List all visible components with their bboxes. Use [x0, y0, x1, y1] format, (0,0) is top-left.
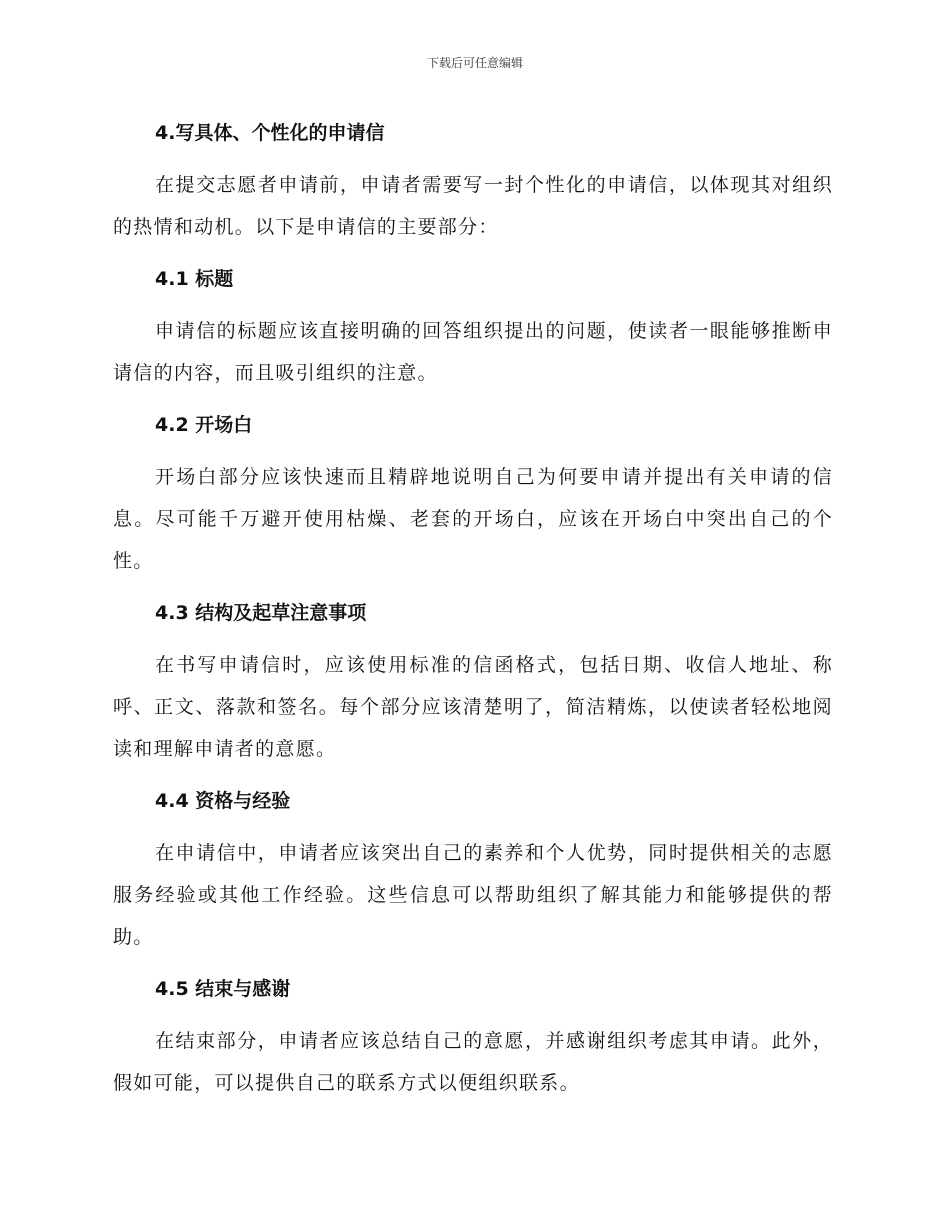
section-heading-4-2: 4.2 开场白	[155, 414, 253, 436]
document-body	[113, 112, 833, 1104]
section-heading-4: 4.写具体、个性化的申请信	[155, 122, 385, 144]
section-paragraph-4-2: 开场白部分应该快速而且精辟地说明自己为何要申请并提出有关申请的信息。尽可能千万避开使用枯燥、老套的开场白，应该在开场白中突出自己的个性。	[113, 466, 833, 572]
section-heading-4-1: 4.1 标题	[155, 268, 234, 290]
section-heading-4-5: 4.5 结束与感谢	[155, 978, 291, 1000]
section-paragraph-4-3: 在书写申请信时，应该使用标准的信函格式，包括日期、收信人地址、称呼、正文、落款和签名。每个部分应该清楚明了，简洁精炼，以使读者轻松地阅读和理解申请者的意愿。	[113, 654, 833, 760]
section-paragraph-4-1: 申请信的标题应该直接明确的回答组织提出的问题，使读者一眼能够推断申请信的内容，而且吸引组织的注意。	[113, 320, 833, 384]
section-heading-4-4: 4.4 资格与经验	[155, 790, 291, 812]
section-paragraph-4-5: 在结束部分，申请者应该总结自己的意愿，并感谢组织考虑其申请。此外，假如可能，可以提供自己的联系方式以便组织联系。	[113, 1030, 833, 1094]
section-paragraph-4: 在提交志愿者申请前，申请者需要写一封个性化的申请信，以体现其对组织的热情和动机。以下是申请信的主要部分：	[113, 174, 833, 238]
section-heading-4-3: 4.3 结构及起草注意事项	[155, 602, 367, 624]
page-header: 下载后可任意编辑	[426, 56, 523, 70]
section-paragraph-4-4: 在申请信中，申请者应该突出自己的素养和个人优势，同时提供相关的志愿服务经验或其他工作经验。这些信息可以帮助组织了解其能力和能够提供的帮助。	[113, 842, 833, 948]
